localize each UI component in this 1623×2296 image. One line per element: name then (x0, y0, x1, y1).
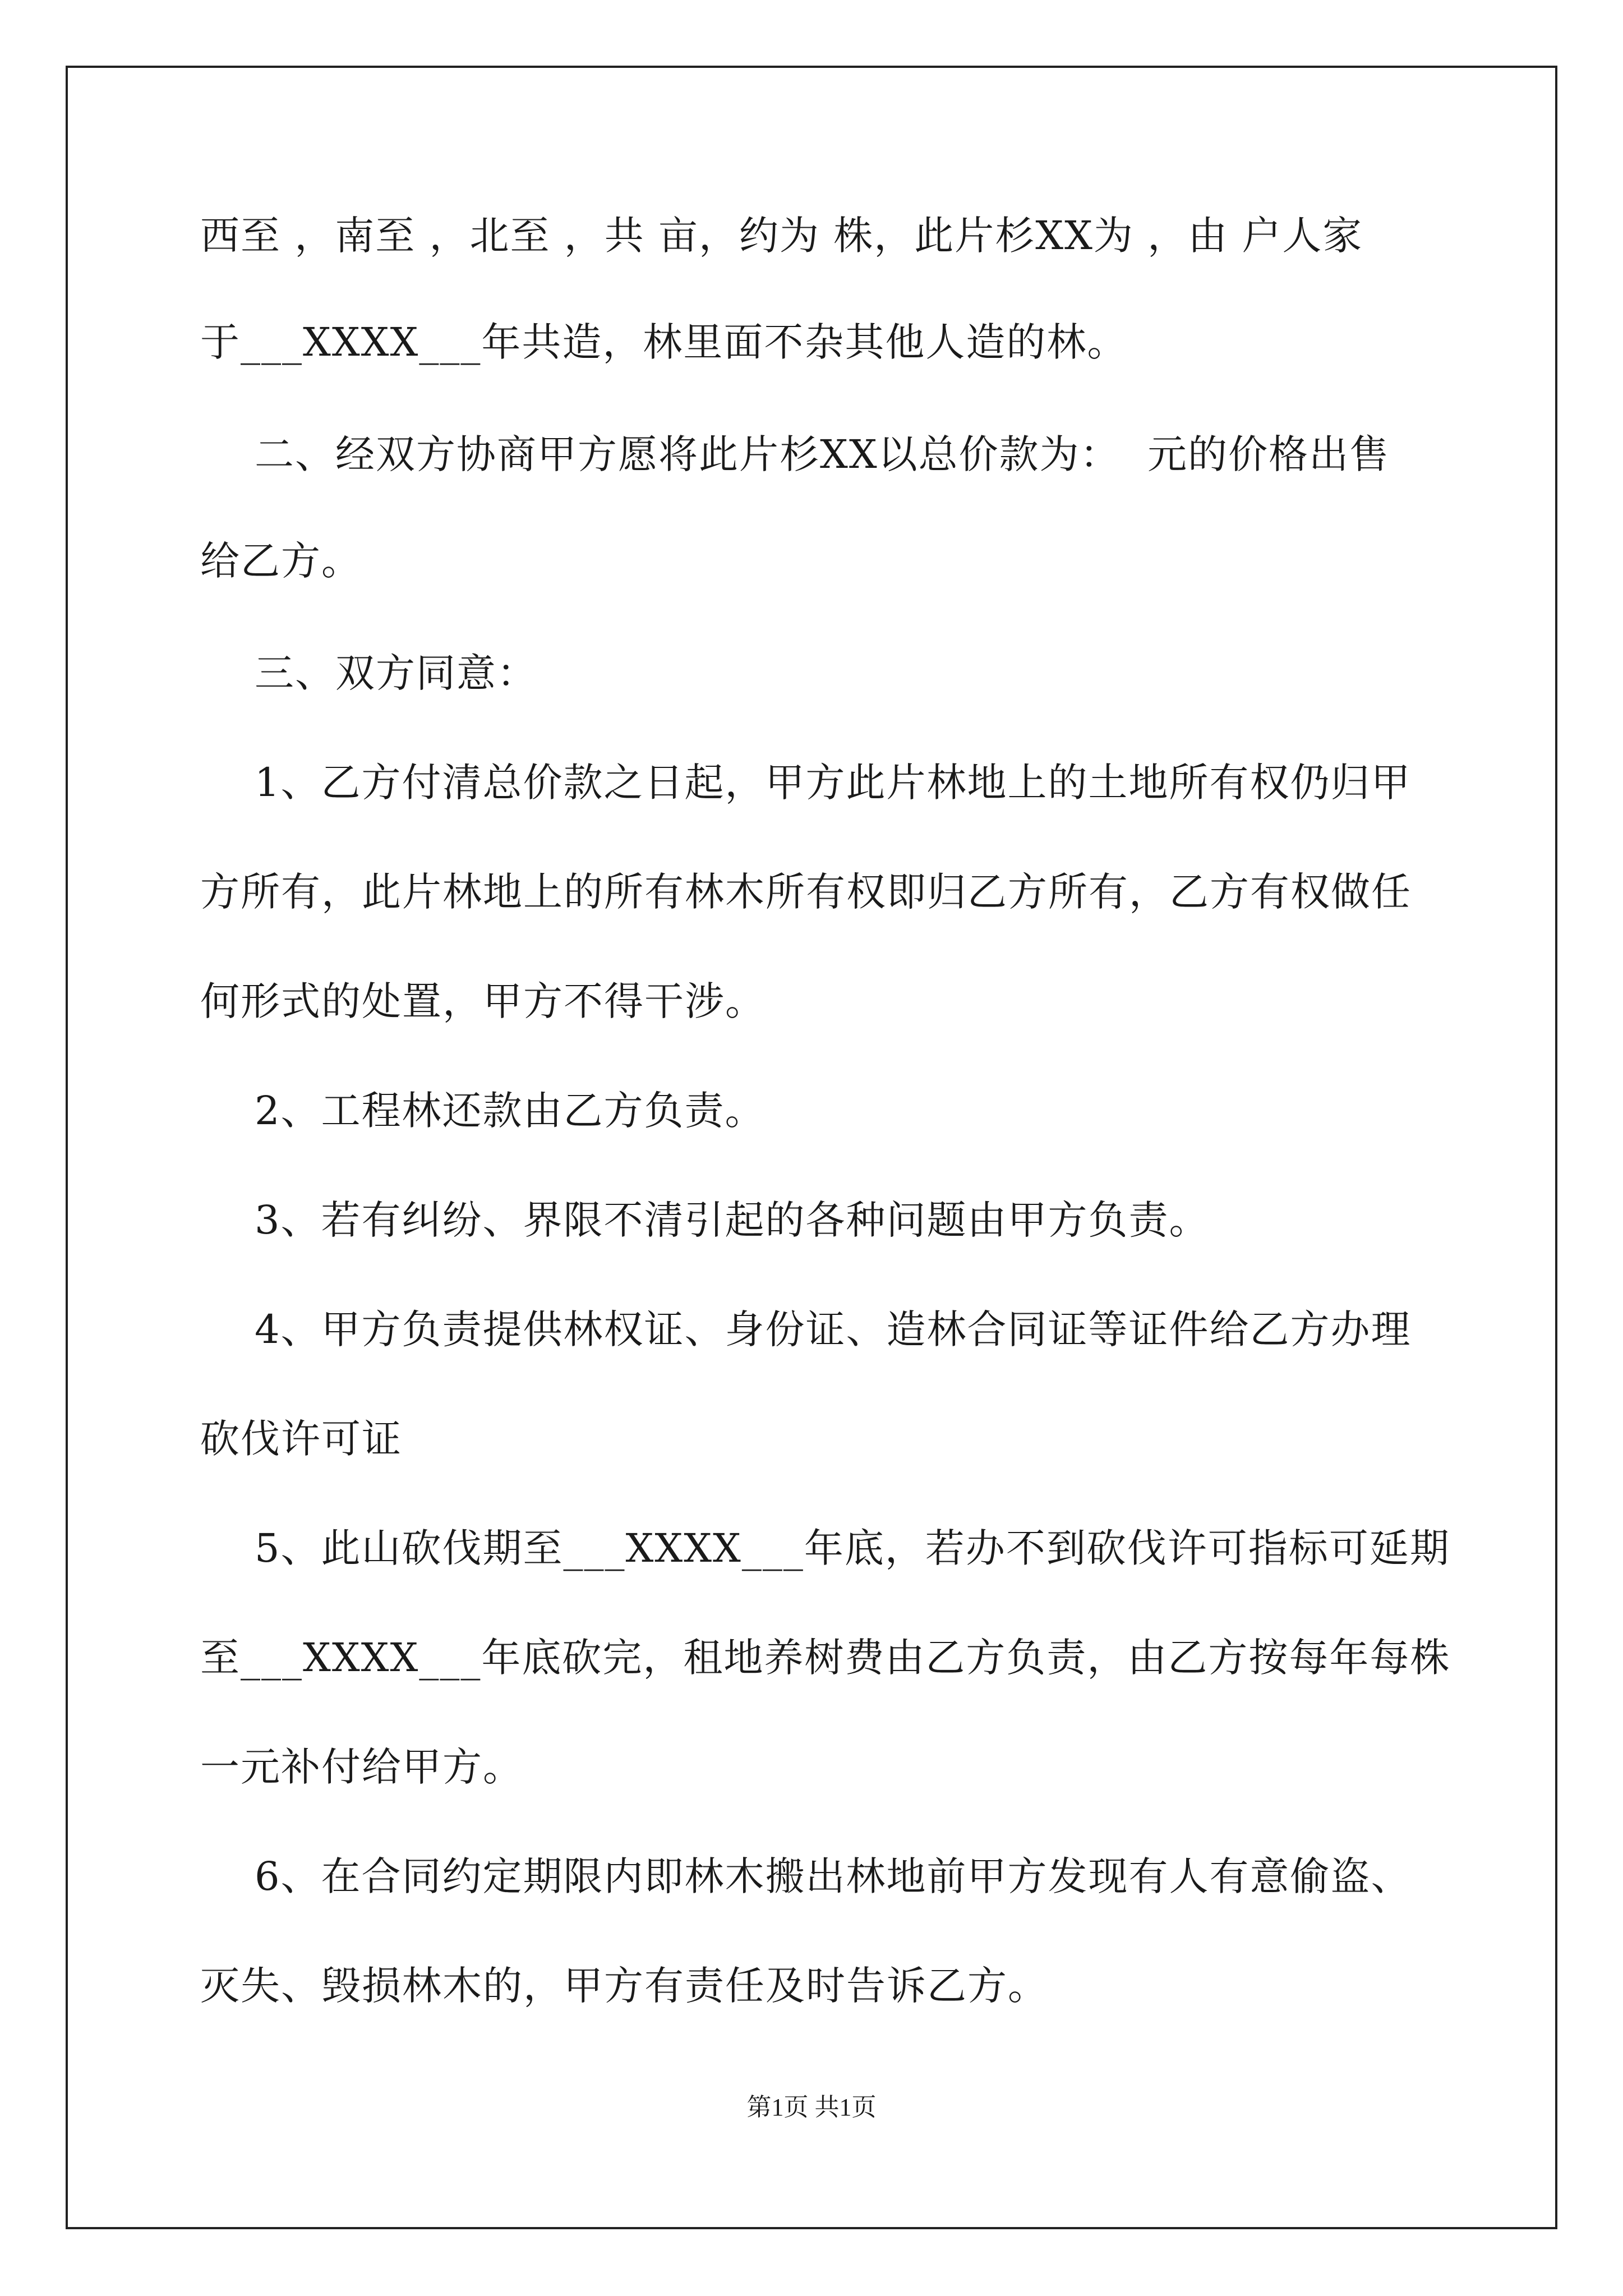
text-line: 灭失、毁损林木的，甲方有责任及时告诉乙方。 (200, 1963, 1048, 2009)
text-line: 5、此山砍伐期至___XXXX___年底，若办不到砍伐许可指标可延期 (200, 1525, 1450, 1571)
text-line: 于___XXXX___年共造，林里面不杂其他人造的林。 (200, 319, 1128, 365)
text-line: 西至 ，南至 ，北至 ，共 亩，约为 株，此片杉XX为 ，由 户人家 (200, 213, 1363, 259)
page-footer: 第1页 共1页 (746, 2093, 877, 2121)
text-line: 一元补付给甲方。 (200, 1744, 523, 1790)
text-line: 2、工程林还款由乙方负责。 (200, 1088, 766, 1134)
text-line: 1、乙方付清总价款之日起，甲方此片林地上的土地所有权仍归甲 (200, 760, 1412, 806)
text-line: 至___XXXX___年底砍完，租地养树费由乙方负责，由乙方按每年每株 (200, 1635, 1451, 1681)
text-line: 二、经双方协商甲方愿将此片杉XX以总价款为： 元的价格出售 (200, 431, 1390, 477)
text-line: 给乙方。 (200, 538, 362, 584)
text-line: 3、若有纠纷、界限不清引起的各种问题由甲方负责。 (200, 1197, 1210, 1243)
text-line: 三、双方同意： (200, 650, 538, 696)
text-line: 6、在合同约定期限内即林木搬出林地前甲方发现有人有意偷盗、 (200, 1853, 1412, 1899)
page-border (66, 66, 1557, 2229)
text-line: 何形式的处置，甲方不得干涉。 (200, 978, 766, 1024)
text-line: 方所有，此片林地上的所有林木所有权即归乙方所有，乙方有权做任 (200, 869, 1412, 915)
text-line: 砍伐许可证 (200, 1416, 402, 1462)
text-line: 4、甲方负责提供林权证、身份证、造林合同证等证件给乙方办理 (200, 1306, 1412, 1352)
